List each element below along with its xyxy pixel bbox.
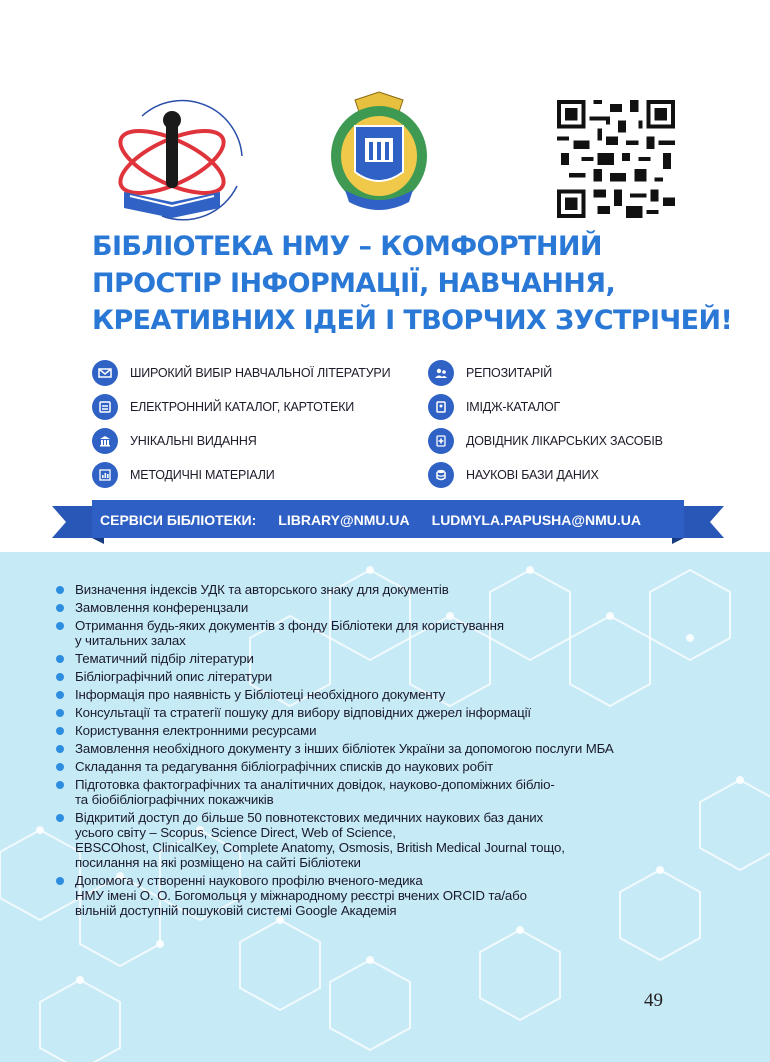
detail-item [56, 651, 756, 666]
service-item[interactable] [428, 356, 663, 390]
bullet-icon [56, 622, 64, 630]
detail-line: Замовлення необхідного документу з інших бібліотек України за допомогою послуги МБА [75, 741, 614, 756]
bullet-icon [56, 604, 64, 612]
bullet-icon [56, 586, 64, 594]
detail-line: та біобібліографічних покажчиків [75, 792, 274, 807]
service-label: ІМІДЖ-КАТАЛОГ [466, 400, 561, 414]
services-list-left [92, 356, 390, 492]
database-icon [428, 462, 454, 488]
detail-item [56, 600, 756, 615]
building-icon [92, 428, 118, 454]
service-item[interactable] [92, 356, 390, 390]
bullet-icon [56, 763, 64, 771]
detail-line: Допомога у створенні наукового профілю вченого-медика [75, 873, 423, 888]
service-label: ЕЛЕКТРОННИЙ КАТАЛОГ, КАРТОТЕКИ [130, 400, 355, 414]
headline-line: КРЕАТИВНИХ ІДЕЙ І ТВОРЧИХ ЗУСТРІЧЕЙ! [92, 305, 733, 336]
detail-line: Інформація про наявність у Бібліотеці необхідного документу [75, 687, 446, 702]
catalog-icon [92, 394, 118, 420]
page-number: 49 [644, 990, 663, 1011]
detail-item [56, 618, 756, 648]
service-label: РЕПОЗИТАРІЙ [466, 366, 553, 380]
service-item[interactable] [428, 458, 663, 492]
detail-line: Бібліографічний опис літератури [75, 669, 272, 684]
service-label: УНІКАЛЬНІ ВИДАННЯ [130, 434, 257, 448]
email-link-1[interactable]: LIBRARY@NMU.UA [278, 512, 410, 528]
ribbon-text [100, 510, 680, 530]
detail-line: Відкритий доступ до більше 50 повнотекстових медичних наукових баз даних [75, 810, 544, 825]
detail-line: Консультації та стратегії пошуку для вибору відповідних джерел інформації [75, 705, 531, 720]
bullet-icon [56, 727, 64, 735]
bullet-icon [56, 709, 64, 717]
detail-line: Тематичний підбір літератури [75, 651, 254, 666]
detail-item [56, 777, 756, 807]
detail-line: Отримання будь-яких документів з фонду Бібліотеки для користування [75, 618, 504, 633]
medical-icon [428, 428, 454, 454]
detail-item [56, 741, 756, 756]
book-icon [428, 394, 454, 420]
bullet-icon [56, 655, 64, 663]
bullet-icon [56, 781, 64, 789]
detail-item [56, 705, 756, 720]
bullet-icon [56, 673, 64, 681]
service-details-list [56, 582, 756, 921]
detail-line: Користування електронними ресурсами [75, 723, 317, 738]
detail-item [56, 873, 756, 918]
service-label: ШИРОКИЙ ВИБІР НАВЧАЛЬНОЇ ЛІТЕРАТУРИ [130, 366, 391, 380]
services-list-right [428, 356, 663, 492]
service-item[interactable] [92, 424, 390, 458]
detail-line: усього світу – Scopus, Science Direct, Web of Science, [75, 825, 396, 840]
bullet-icon [56, 745, 64, 753]
detail-item [56, 810, 756, 870]
detail-line: Складання та редагування бібліографічних списків до наукових робіт [75, 759, 494, 774]
qr-code[interactable] [556, 100, 676, 218]
detail-line: посилання на які розміщено на сайті Бібліотеки [75, 855, 361, 870]
services-details-section [0, 552, 770, 1062]
detail-item [56, 669, 756, 684]
detail-line: Замовлення конференцзали [75, 600, 249, 615]
detail-item [56, 759, 756, 774]
service-label: МЕТОДИЧНІ МАТЕРІАЛИ [130, 468, 275, 482]
detail-line: EBSCOhost, ClinicalKey, Complete Anatomy, Osmosis, British Medical Journal тощо, [75, 840, 565, 855]
detail-item [56, 723, 756, 738]
library-logo [102, 96, 252, 224]
university-crest [325, 86, 433, 218]
headline-line: ПРОСТІР ІНФОРМАЦІЇ, НАВЧАННЯ, [92, 268, 616, 299]
email-link-2[interactable]: LUDMYLA.PAPUSHA@NMU.UA [431, 512, 642, 528]
envelope-icon [92, 360, 118, 386]
headline-line: БІБЛІОТЕКА НМУ – КОМФОРТНИЙ [92, 231, 602, 262]
detail-line: вільній доступній пошуковій системі Google Академія [75, 903, 397, 918]
users-icon [428, 360, 454, 386]
detail-item [56, 687, 756, 702]
detail-line: Підготовка фактографічних та аналітичних довідок, науково-допоміжних бібліо- [75, 777, 555, 792]
service-item[interactable] [92, 390, 390, 424]
bullet-icon [56, 691, 64, 699]
chart-icon [92, 462, 118, 488]
headline [92, 228, 733, 339]
detail-line: Визначення індексів УДК та авторського знаку для документів [75, 582, 449, 597]
service-label: НАУКОВІ БАЗИ ДАНИХ [466, 468, 599, 482]
ribbon-title: СЕРВІСИ БІБЛІОТЕКИ: [100, 512, 257, 528]
detail-line: НМУ імені О. О. Богомольця у міжнародному реєстрі вчених ORCID та/або [75, 888, 527, 903]
service-item[interactable] [428, 390, 663, 424]
bullet-icon [56, 814, 64, 822]
detail-item [56, 582, 756, 597]
bullet-icon [56, 877, 64, 885]
service-item[interactable] [428, 424, 663, 458]
service-label: ДОВІДНИК ЛІКАРСЬКИХ ЗАСОБІВ [466, 434, 663, 448]
service-item[interactable] [92, 458, 390, 492]
detail-line: у читальних залах [75, 633, 186, 648]
